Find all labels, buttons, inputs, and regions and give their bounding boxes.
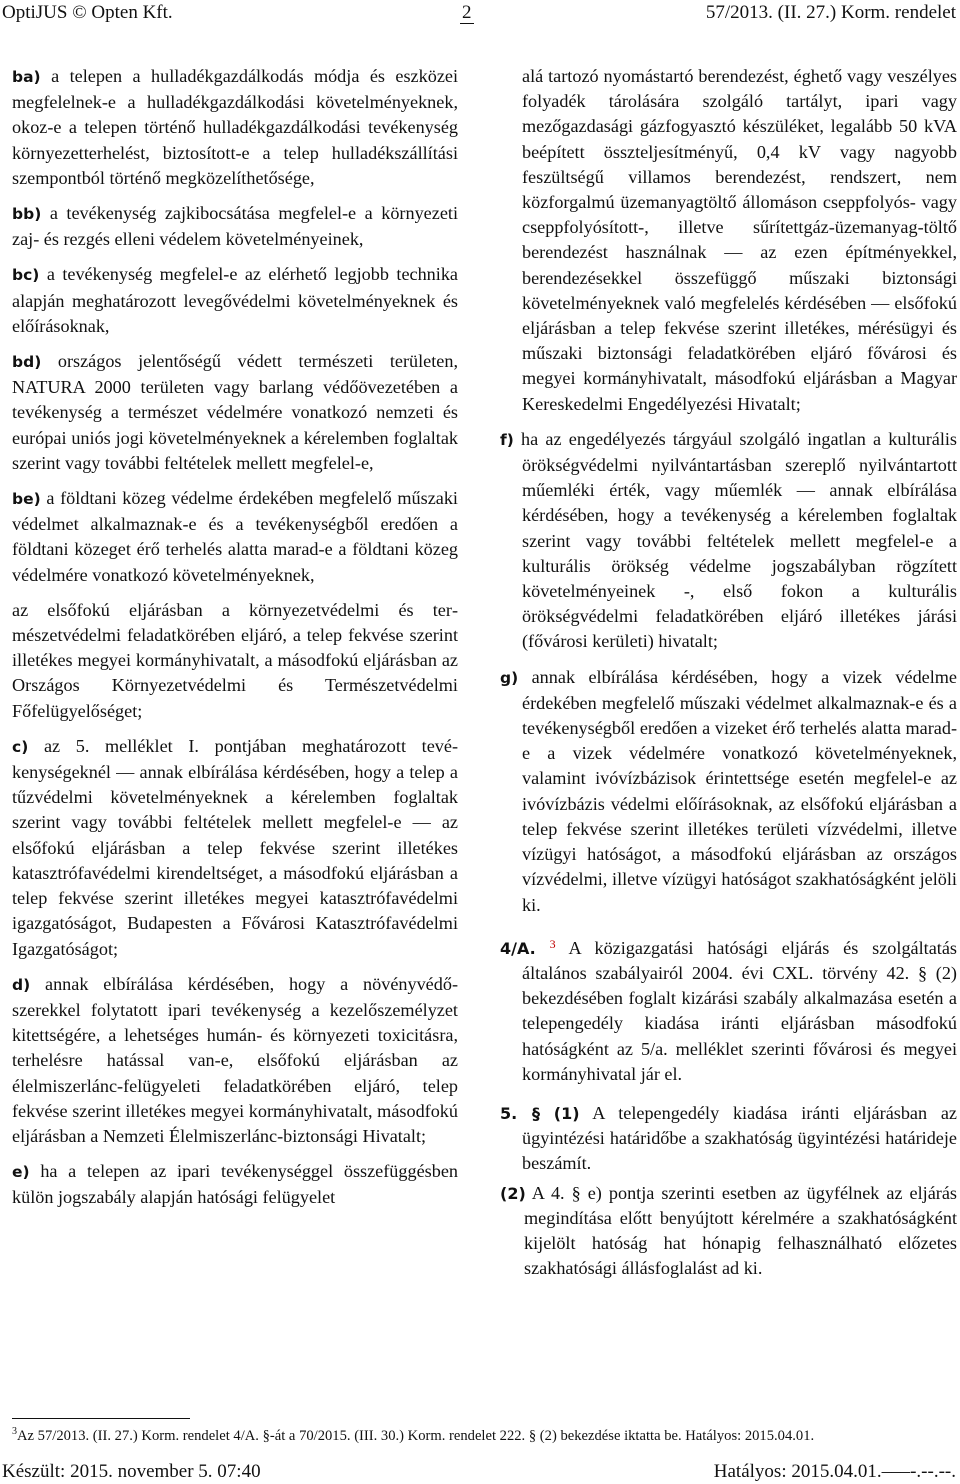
item-label: be) [12, 490, 41, 509]
section-5-subsection-2 [500, 1181, 957, 1282]
item-label: bd) [12, 353, 42, 372]
list-item-be [12, 486, 458, 588]
item-label: g) [500, 668, 519, 687]
footnote [12, 1423, 957, 1445]
item-text: a tevékenység zajkibocsátása megfelel-e a környezeti zaj- és rezgés elleni védelem követelményeinek, [12, 203, 459, 250]
item-label: bb) [12, 205, 42, 224]
item-label: e) [12, 1163, 30, 1182]
list-item-bb [12, 201, 458, 252]
footnote-reference[interactable]: 3 [549, 936, 556, 951]
page-header [0, 0, 960, 26]
right-column [500, 64, 957, 1281]
effective-date: Hatályos: 2015.04.01.–––-.--.--. [713, 1461, 956, 1482]
list-item-e [12, 1159, 458, 1210]
created-date: Készült: 2015. november 5. 07:40 [2, 1461, 261, 1482]
section-5 [500, 1101, 957, 1177]
subsection-text: A telepengedély kiadása iránti eljárásban az ügyintézési határidőbe a szakhatóság ügyintézési határideje beszámít. [522, 1102, 958, 1174]
authority-paragraph: az elsőfokú eljárásban a környezetvédelmi és természetvédelmi feladatkörében eljáró, a telep fekvése szerint illetékes megyei kormányhivatalt, a másodfokú eljárásban az Országos Környezetvédelmi és Természetvédelmi Főfelügyelőséget; [12, 599, 458, 721]
item-text: országos jelentőségű védett természeti területen, NATURA 2000 területen vagy barlang védőövezetében a tevékenység a természet védelmére vonatkozó nemzeti és európai uniós jogi követelményeknek a kérelemben foglaltak szerint vagy további feltételek mellett megfelel-e, [12, 351, 459, 473]
list-item-bc [12, 262, 458, 339]
left-column [12, 64, 458, 1221]
subsection-label: (2) [500, 1183, 526, 1203]
item-text: annak elbírálása kérdésében, hogy a növényvédőszerekkel folytatott ipari tevékenység a kezelőszemélyzet kitettségére, a lehetséges humán- és környezeti toxicitásra, terhelésre hatással van-e, elsőfokú eljárásban az élelmiszerlánc-felügyeleti feladatkörében eljáró, telep fekvése szerint illetékes megyei kormányhivatalt, másodfokú eljárásban a Nemzeti Élelmiszerlánc-biztonsági Hivatalt; [12, 973, 458, 1146]
item-label: f) [500, 430, 514, 449]
item-e-continuation: alá tartozó nyomástartó berendezést, éghető vagy veszélyes folyadék tárolására szolgáló tartályt, ipari vagy mezőgazdasági gázfogyasztó készüléket, legalább 50 kVA beépített összteljesítményű, 0,4 kV vagy nagyobb feszültségű villamos berendezést, rendszert, nem közforgalmú üzemanyagtöltő állomáson cseppfolyós- vagy cseppfolyósított-, illetve sűrítettgáz-üzemanyag-töltő berendezést használnak — az ezen építményekkel, berendezésekkel összefüggő műszaki biztonsági követelményeknek való megfelelés kérdésében — elsőfokú eljárásban a telep fekvése szerint illetékes, mérésügyi és műszaki biztonsági feladatkörében eljáró fővárosi és megyei kormányhivatalt, másodfokú eljárásban a Magyar Kereskedelmi Engedélyezési Hivatalt; [522, 66, 957, 414]
publisher-label: OptiJUS © Opten Kft. [2, 2, 173, 23]
item-label: bc) [12, 266, 40, 285]
item-text: annak elbírálása kérdésében, hogy a vizek védelme érdekében megfelelő műszaki védelmet alkalmaznak-e és a tevékenységből eredően a vizeket érő terhelés alatta marad-e a vizek védelmére vonatkozó követelményeknek, valamint ivóvízbázisok érintettsége esetén megfelel-e az ivóvízbázis védelmi előírásoknak, az elsőfokú eljárásban a telep fekvése szerint illetékes területi vízvédelmi, illetve vízügyi hatóságot, a másodfokú eljárásban az országos vízvédelmi, illetve vízügyi hatóságot szakhatóságként jelöli ki. [522, 666, 958, 915]
document-title: 57/2013. (II. 27.) Korm. rendelet [705, 2, 956, 23]
item-label: ba) [12, 68, 41, 86]
section-text: A közigazgatási hatósági eljárás és szolgáltatás általános szabályairól 2004. évi CXL. törvény 42. § (2) bekezdésében foglalt kizárási szabály alkalmazása esetén a telepengedély kiadása iránti eljárásban másodfokú hatóságként az 5/a. melléklet szerinti fővárosi és megyei kormányhivatal jár el. [522, 937, 958, 1084]
list-item-g [500, 665, 957, 918]
footnote-text: Az 57/2013. (II. 27.) Korm. rendelet 4/A. §-át a 70/2015. (III. 30.) Korm. rendelet 222. § (2) bekezdése iktatta be. Hatályos: 2015.04.01. [17, 1427, 815, 1444]
item-text: a telepen a hulladékgazdálkodás módja és eszközei megfelelnek-e a hulladékgazdálkodási követelményeknek, okoz-e a telepen történő hulladékgazdálkodási tevékenység környezetterhelést, biztosított-e a telep hulladékszállítási szempontból történő megközelíthetősége, [12, 66, 459, 188]
item-label: d) [12, 975, 31, 994]
list-item-bd [12, 349, 458, 476]
section-4a [500, 932, 957, 1087]
section-number: 4/A. [500, 938, 536, 958]
list-item-f [500, 427, 957, 655]
subsection-label: (1) [553, 1103, 580, 1123]
list-item-d [12, 972, 458, 1149]
footnote-number: 3 [12, 1426, 17, 1437]
item-text: a tevékenység megfelel-e az elérhető legjobb technika alapján meghatározott levegővédelmi követelményeknek és előírásoknak, [12, 264, 458, 336]
list-item-c [12, 734, 458, 962]
section-number: 5. § [500, 1103, 540, 1123]
item-text: ha a telepen az ipari tevékenységgel összefüggésben külön jogszabály alapján hatósági felügyelet [12, 1161, 458, 1208]
footnote-divider [12, 1418, 190, 1419]
item-text: ha az engedélyezés tárgyául szolgáló ingatlan a kulturális örökségvédelmi nyilvántartásban szereplő nyilvántartott műemléki érték, vagy műemlék — annak elbírálása kérdésében, hogy a tevékenység a kérelemben foglaltak szerint vagy további feltételek mellett megfelel-e a kulturális örökség védelme jogszabályban rögzített követelményeinek -, első fokon a kulturális örökségvédelmi feladatkörében eljáró illetékes járási (fővárosi kerületi) hivatalt; [521, 428, 958, 652]
page-number: 2 [462, 0, 472, 26]
item-text: a földtani közeg védelme érdekében megfelelő műszaki védelmet alkalmaznak-e és a tevékenységből eredően a földtani közeget érő terhelés alatta marad-e a földtani közeg védelmére vonatkozó követelményeknek, [12, 488, 458, 585]
item-label: c) [12, 737, 29, 756]
item-text: az 5. melléklet I. pontjában meghatározott tevékenységeknél — annak elbírálása kérdésében, hogy a telep a tűzvédelmi követelményeknek a kérelemben foglaltak szerint vagy további feltételek mellett megfelel-e — az elsőfokú eljárásban a telep fekvése szerint illetékes katasztrófavédelmi kirendeltséget, a másodfokú eljárásban a telep fekvése szerint illetékes megyei katasztrófavédelmi igazgatóságot, Budapesten a Fővárosi Katasztrófavédelmi Igazgatóságot; [12, 735, 458, 959]
list-item-ba [12, 64, 458, 191]
subsection-text: A 4. § e) pontja szerinti esetben az ügyfélnek az eljárás megindítása előtt benyújtott kérelmére a szakhatóságként kijelölt hatóság hat hónapig felhasználható előzetes szakhatósági állásfoglalást ad ki. [524, 1182, 958, 1279]
